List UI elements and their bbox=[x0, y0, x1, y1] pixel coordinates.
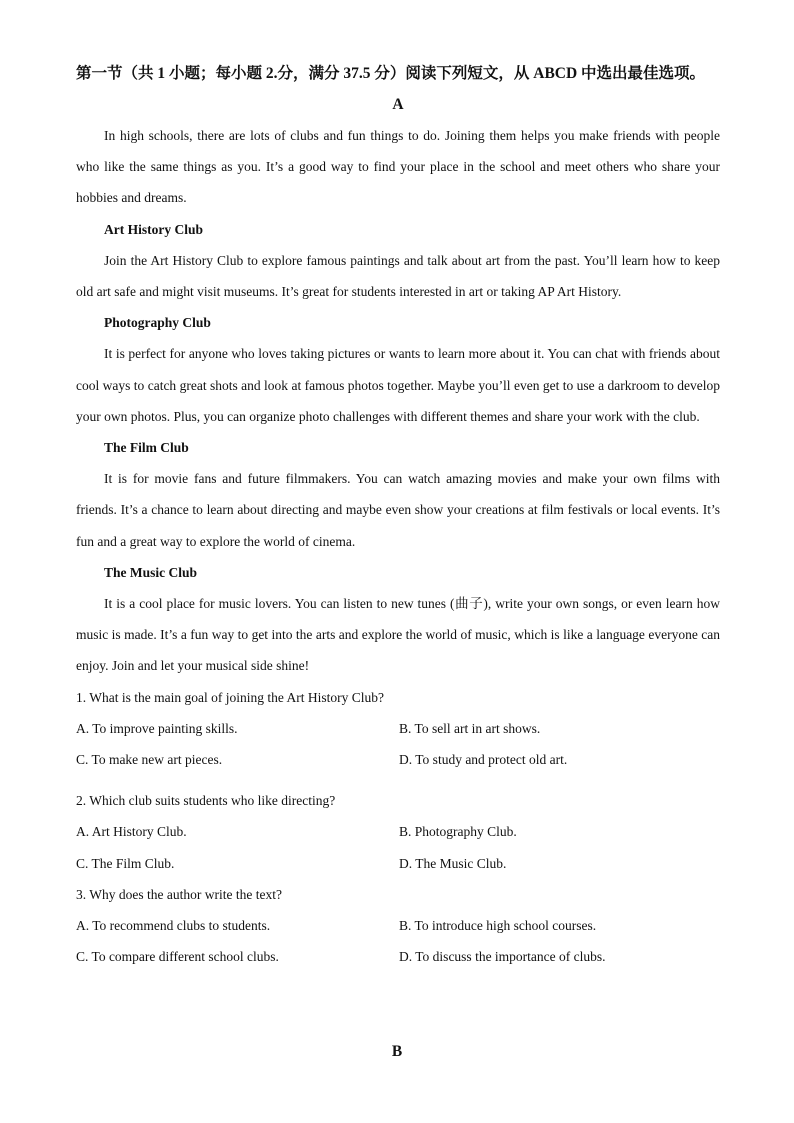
club-text-art-history: Join the Art History Club to explore famous paintings and talk about art from the past. You’ll learn how to keep old art safe and might visit museums. It’s great for students interested in art or taking AP Art History. bbox=[76, 252, 720, 300]
question-3-option-b: B. To introduce high school courses. bbox=[399, 918, 597, 934]
spacer bbox=[76, 775, 720, 785]
passage-letter: A bbox=[392, 96, 404, 113]
club-title-photography: Photography Club bbox=[104, 315, 211, 331]
club-text-film: It is for movie fans and future filmmakers. You can watch amazing movies and make your own films with friends. It’s a chance to learn about directing and maybe even show your creations at film festivals or local events. It’s fun and a great way to explore the world of cinema. bbox=[76, 471, 720, 549]
club-title-film: The Film Club bbox=[104, 440, 189, 456]
question-2-option-c: C. The Film Club. bbox=[76, 855, 175, 871]
question-1-option-a: A. To improve painting skills. bbox=[76, 720, 238, 736]
question-1-stem: 1. What is the main goal of joining the Art History Club? bbox=[76, 689, 384, 705]
question-3-stem: 3. Why does the author write the text? bbox=[76, 886, 282, 902]
intro-paragraph: In high schools, there are lots of clubs and fun things to do. Joining them helps you make friends with people who like the same things as you. It’s a good way to find your place in the school and meet others who share your hobbies and dreams. bbox=[76, 128, 720, 206]
question-3-option-c: C. To compare different school clubs. bbox=[76, 949, 279, 965]
club-title-art-history: Art History Club bbox=[104, 221, 203, 237]
question-2-stem: 2. Which club suits students who like directing? bbox=[76, 793, 336, 809]
question-2-option-a: A. Art History Club. bbox=[76, 824, 187, 840]
question-3-options bbox=[76, 910, 720, 972]
club-title-music: The Music Club bbox=[104, 564, 198, 580]
section-header: 第一节（共 1 小题；每小题 2.分，满分 37.5 分）阅读下列短文，从 ABCD 中选出最佳选项。 bbox=[76, 65, 706, 82]
club-text-music: It is a cool place for music lovers. You can listen to new tunes (曲子), write your own songs, or even learn how music is made. It’s a fun way to get into the arts and explore the world of music, which is like a language everyone can enjoy. Join and let your musical side shine! bbox=[76, 596, 720, 674]
exam-page bbox=[76, 58, 720, 972]
club-text-photography: It is perfect for anyone who loves taking pictures or wants to learn more about it. You can chat with friends about cool ways to catch great shots and look at famous photos together. Maybe you’ll even get to use a darkroom to develop your own photos. Plus, you can organize photo challenges with different themes and share your work with the club. bbox=[76, 346, 720, 424]
question-3-option-d: D. To discuss the importance of clubs. bbox=[399, 949, 606, 965]
question-2-option-b: B. Photography Club. bbox=[399, 824, 517, 840]
question-1-option-d: D. To study and protect old art. bbox=[399, 752, 568, 768]
question-1-option-b: B. To sell art in art shows. bbox=[399, 720, 541, 736]
question-3-option-a: A. To recommend clubs to students. bbox=[76, 918, 271, 934]
question-2-option-d: D. The Music Club. bbox=[399, 855, 507, 871]
question-1-option-c: C. To make new art pieces. bbox=[76, 752, 223, 768]
question-1-options bbox=[76, 713, 720, 775]
next-passage-letter: B bbox=[391, 1043, 403, 1060]
question-2-options bbox=[76, 816, 720, 878]
